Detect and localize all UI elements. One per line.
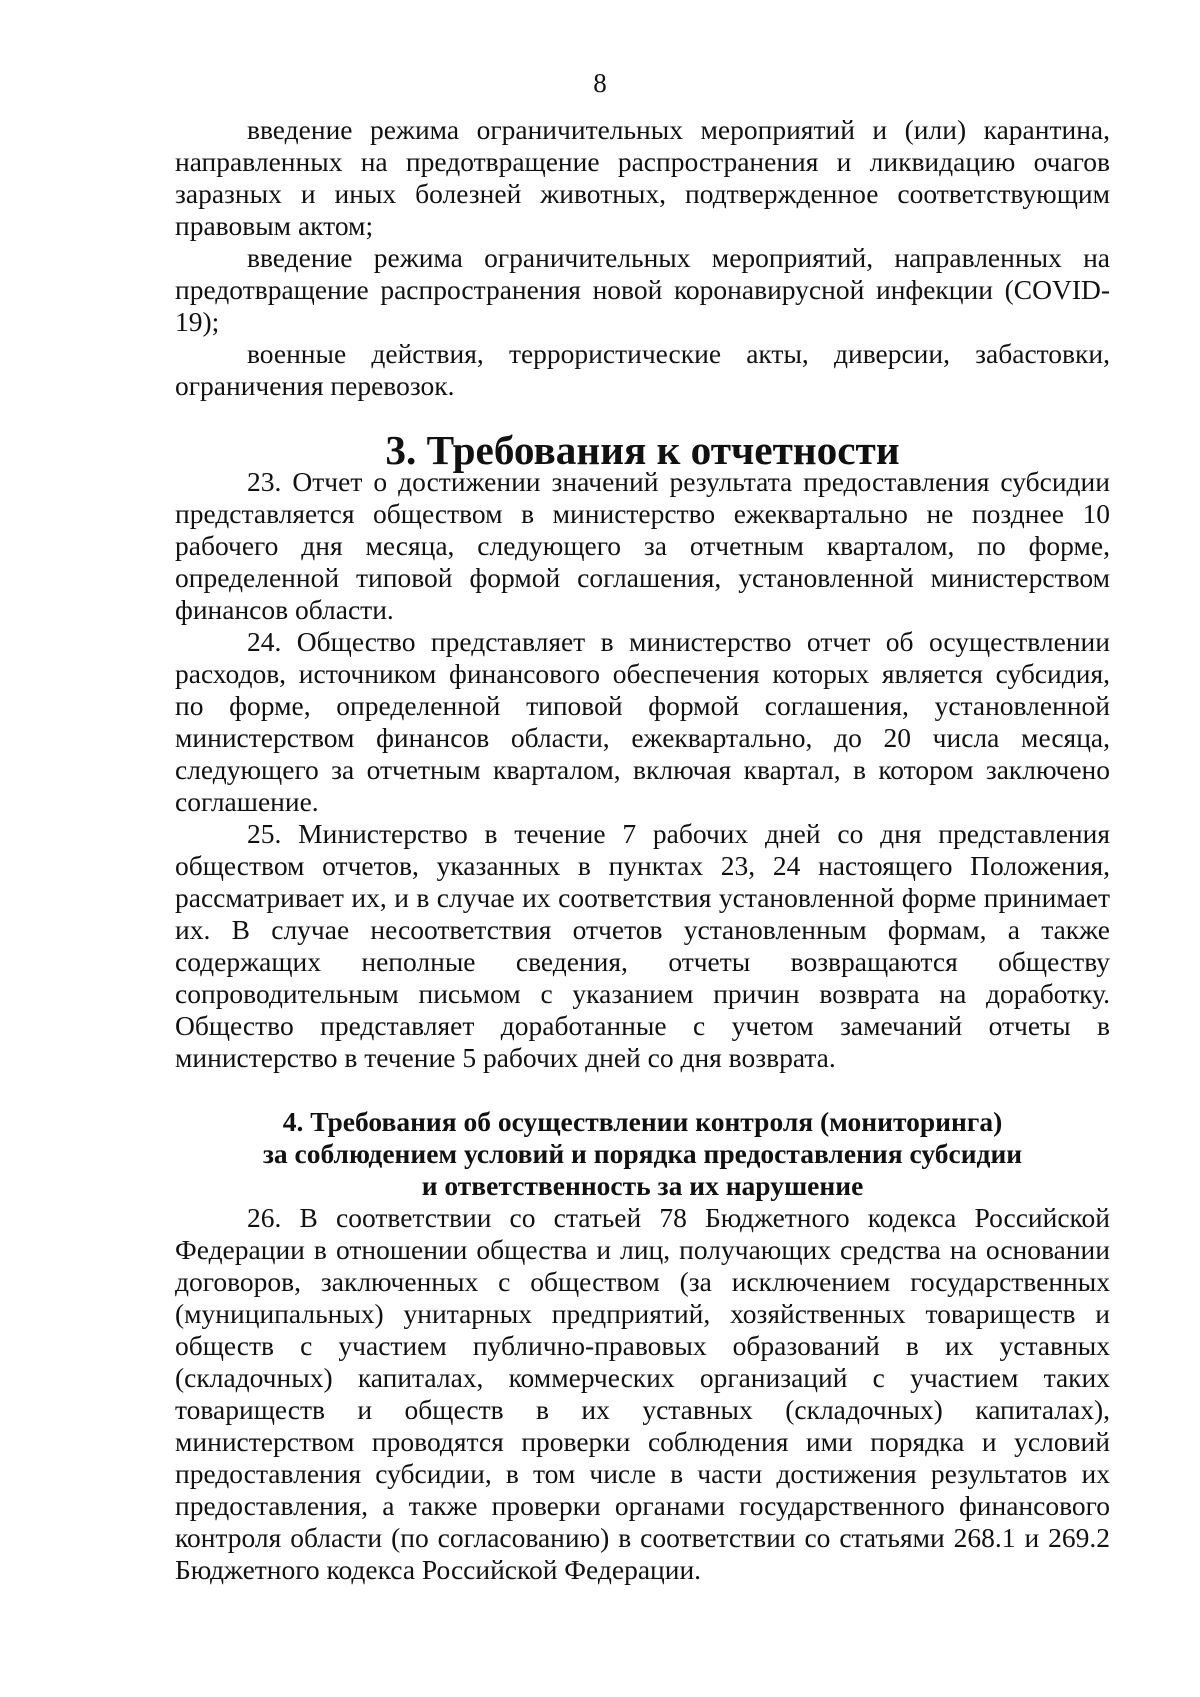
- paragraph-24: 24. Общество представляет в министерство отчет об осуществлении расходов, источником финансового обеспечения которых является субсидия, по форме, определенной типовой формой соглашения, установленной министерством финансов области, ежеквартально, до 20 числа месяца, следующего за отчетным кварталом, включая квартал, в котором заключено соглашение.: [175, 626, 1110, 817]
- section-4-title: [175, 1106, 1110, 1202]
- section-4-title-line-3: и ответственность за их нарушение: [421, 1170, 864, 1201]
- section-3-title: 3. Требования к отчетности: [385, 427, 900, 473]
- paragraph-23: 23. Отчет о достижении значений результата предоставления субсидии представляется обществом в министерство ежеквартально не позднее 10 рабочего дня месяца, следующего за отчетным кварталом, по форме, определенной типовой формой соглашения, установленной министерством финансов области.: [175, 466, 1110, 625]
- paragraph-quarantine: введение режима ограничительных мероприятий и (или) карантина, направленных на предотвращение распространения и ликвидацию очагов заразных и иных болезней животных, подтвержденное соответствующим правовым актом;: [175, 114, 1110, 241]
- section-4-title-line-2: за соблюдением условий и порядка предоставления субсидии: [262, 1138, 1023, 1169]
- section-4-title-line-1: 4. Требования об осуществлении контроля (мониторинга): [282, 1106, 1003, 1137]
- paragraph-26: 26. В соответствии со статьей 78 Бюджетного кодекса Российской Федерации в отношении общества и лиц, получающих средства на основании договоров, заключенных с обществом (за исключением государственных (муниципальных) унитарных предприятий, хозяйственных товариществ и обществ с участием публично-правовых образований в их уставных (складочных) капиталах, коммерческих организаций с участием таких товариществ и обществ в их уставных (складочных) капиталах), министерством проводятся проверки соблюдения ими порядка и условий предоставления субсидии, в том числе в части достижения результатов их предоставления, а также проверки органами государственного финансового контроля области (по согласованию) в соответствии со статьями 268.1 и 269.2 Бюджетного кодекса Российской Федерации.: [175, 1202, 1110, 1585]
- paragraph-covid: введение режима ограничительных мероприятий, направленных на предотвращение распространения новой коронавирусной инфекции (COVID-19);: [175, 242, 1110, 337]
- paragraph-25: 25. Министерство в течение 7 рабочих дней со дня представления обществом отчетов, указанных в пунктах 23, 24 настоящего Положения, рассматривает их, и в случае их соответствия установленной форме принимает их. В случае несоответствия отчетов установленным формам, а также содержащих неполные сведения, отчеты возвращаются обществу сопроводительным письмом с указанием причин возврата на доработку. Общество представляет доработанные с учетом замечаний отчеты в министерство в течение 5 рабочих дней со дня возврата.: [175, 818, 1110, 1073]
- paragraph-military: военные действия, террористические акты, диверсии, забастовки, ограничения перевозок.: [175, 338, 1110, 401]
- page-number: 8: [593, 68, 607, 98]
- document-body: [175, 114, 1110, 1586]
